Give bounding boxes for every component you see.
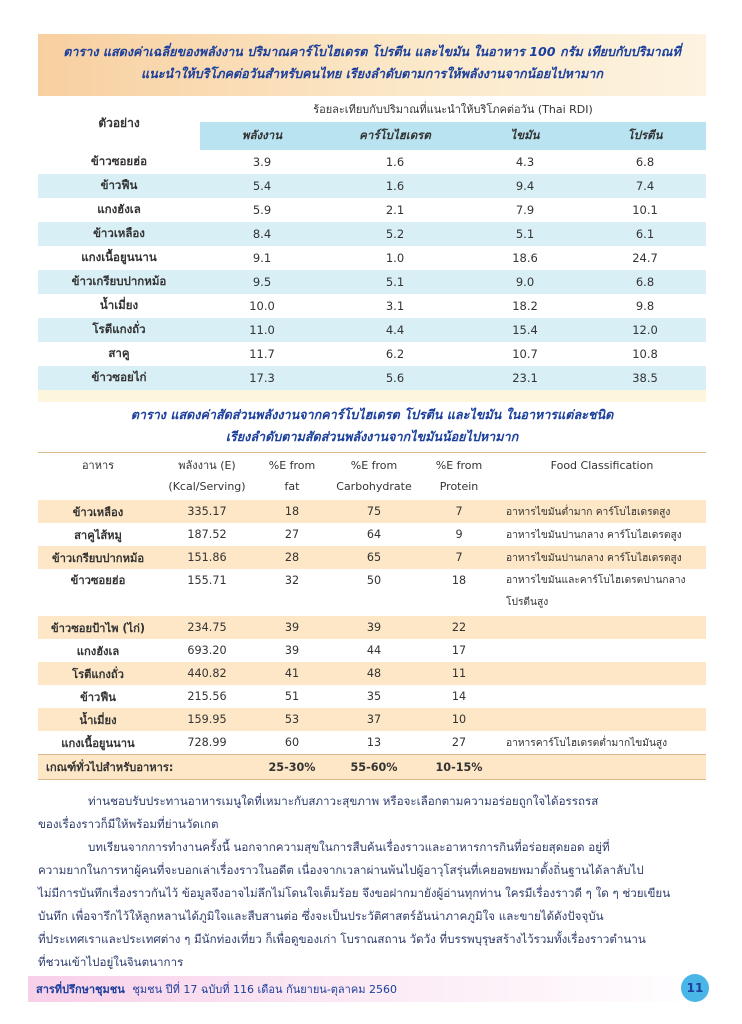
fat-value: 27 [256,523,328,546]
carb-value: 1.6 [324,174,466,198]
energy-value: 11.0 [200,318,324,342]
food-name: น้ำเมี่ยง [38,294,200,318]
table-row [38,546,706,569]
carb-value: 1.0 [324,246,466,270]
classification [498,662,706,685]
energy-value: 9.1 [200,246,324,270]
food-name: ข้าวเกรียบปากหม้อ [38,546,158,569]
fat-value: 23.1 [466,366,584,390]
protein-value: 17 [420,639,498,662]
criteria-row [38,755,706,780]
table-row [38,616,706,639]
table2-title-line1: ตาราง แสดงค่าสัดส่วนพลังงานจากคาร์โบไฮเดรต โปรตีน และไขมัน ในอาหารแต่ละชนิด [130,407,614,422]
carb-value: 64 [328,523,420,546]
fat-value: 4.3 [466,150,584,174]
table-row [38,318,706,342]
energy-value: 234.75 [158,616,256,639]
protein-value: 7 [420,500,498,523]
energy-value: 159.95 [158,708,256,731]
classification: อาหารไขมันต่ำมาก คาร์โบไฮเดรตสูง [498,500,706,523]
table2-title-line2: เรียงลำดับตามสัดส่วนพลังงานจากไขมันน้อยไปหามาก [225,429,519,444]
table-row [38,342,706,366]
table-row [38,294,706,318]
body-paragraph-1 [38,790,706,836]
table1-title [38,34,706,96]
energy-value: 335.17 [158,500,256,523]
carb-value: 4.4 [324,318,466,342]
classification [498,708,706,731]
food-name: แกงฮังเล [38,639,158,662]
carb-value: 6.2 [324,342,466,366]
table-row [38,500,706,523]
table-row [38,222,706,246]
fat-value: 53 [256,708,328,731]
food-name: ข้าวซอยฮ่อ [38,569,158,616]
carb-value: 5.1 [324,270,466,294]
table1-col-protein: โปรตีน [584,122,706,150]
carb-value: 65 [328,546,420,569]
table2-title [38,404,706,448]
food-name: ข้าวเหลือง [38,222,200,246]
food-name: ข้าวซอยป้าไพ (ไก่) [38,616,158,639]
protein-value: 10 [420,708,498,731]
table-row [38,270,706,294]
carb-value: 5.2 [324,222,466,246]
para-line: ของเรื่องราวก็มีให้พร้อมที่ย่านวัดเกต [38,817,219,831]
table-row [38,662,706,685]
fat-value: 28 [256,546,328,569]
protein-value: 7.4 [584,174,706,198]
fat-value: 41 [256,662,328,685]
food-name: โรตีแกงถั่ว [38,318,200,342]
para-line: บทเรียนจากการทำงานครั้งนี้ นอกจากความสุขในการสืบค้นเรื่องราวและอาหารการกินที่อร่อยสุดยอด อยู่ที่ [88,840,610,854]
food-name: แกงเนื้อยูนนาน [38,246,200,270]
carb-value: 44 [328,639,420,662]
food-name: แกงเนื้อยูนนาน [38,731,158,755]
table-row [38,198,706,222]
table1-example-header: ตัวอย่าง [38,96,200,150]
classification [498,616,706,639]
header-line: %E from [435,459,483,472]
fat-value: 32 [256,569,328,616]
carb-value: 39 [328,616,420,639]
table-row [38,523,706,546]
energy-value: 8.4 [200,222,324,246]
carb-value: 13 [328,731,420,755]
food-name: ข้าวฟืน [38,174,200,198]
nutrition-rdi-table [38,96,706,390]
para-line: ไม่มีการบันทึกเรื่องราวกันไว้ ข้อมูลจึงอาจไม่ลึกไม่โดนใจเต็มร้อย จึงขอฝากมายังผู้อ่านทุกท่าน ใครมีเรื่องราวดี ๆ ใด ๆ ช่วยเขียน [38,886,671,900]
classification: อาหารคาร์โบไฮเดรตต่ำมากไขมันสูง [498,731,706,755]
protein-value: 22 [420,616,498,639]
classification [498,639,706,662]
table1-title-line2: แนะนำให้บริโภคต่อวันสำหรับคนไทย เรียงลำดับตามการให้พลังงานจากน้อยไปหามาก [141,66,603,81]
protein-value: 6.8 [584,270,706,294]
energy-value: 693.20 [158,639,256,662]
publication-name: สารที่ปรึกษาชุมชน [36,983,125,996]
energy-value: 9.5 [200,270,324,294]
fat-value: 7.9 [466,198,584,222]
header-line: Protein [439,480,479,493]
table-row [38,569,706,616]
food-name: ข้าวเกรียบปากหม้อ [38,270,200,294]
fat-value: 39 [256,616,328,639]
criteria-label: เกณฑ์ทั่วไปสำหรับอาหาร: [38,755,256,780]
protein-value: 11 [420,662,498,685]
food-name: ข้าวซอยไก่ [38,366,200,390]
table2-col-classification [498,453,706,501]
protein-value: 6.1 [584,222,706,246]
fat-value: 15.4 [466,318,584,342]
para-line: ที่ชวนเข้าไปอยู่ในจินตนาการ [38,955,184,969]
body-paragraph-2 [38,836,706,974]
fat-value: 18 [256,500,328,523]
energy-value: 155.71 [158,569,256,616]
table-row [38,150,706,174]
energy-value: 11.7 [200,342,324,366]
header-line: Food Classification [550,459,654,472]
table2-col-carb [328,453,420,501]
classification [498,685,706,708]
energy-value: 3.9 [200,150,324,174]
food-name: แกงฮังเล [38,198,200,222]
para-line: ที่ประเทศเราและประเทศต่าง ๆ มีนักท่องเที่ยว ก็เพื่อดูของเก่า โบราณสถาน วัดวัง ที่บรรพบุรุษสร้างไว้รวมทั้งเรื่องราวตำนาน [38,932,646,946]
header-line: fat [284,480,300,493]
criteria-carb: 55-60% [328,755,420,780]
protein-value: 10.8 [584,342,706,366]
fat-value: 18.2 [466,294,584,318]
table-row [38,685,706,708]
protein-value: 6.8 [584,150,706,174]
header-line: (Kcal/Serving) [168,480,246,493]
header-line: อาหาร [81,459,115,472]
food-name: โรตีแกงถั่ว [38,662,158,685]
energy-value: 5.4 [200,174,324,198]
carb-value: 2.1 [324,198,466,222]
fat-value: 18.6 [466,246,584,270]
fat-value: 9.4 [466,174,584,198]
carb-value: 75 [328,500,420,523]
energy-ratio-table [38,452,706,780]
table-row [38,246,706,270]
fat-value: 5.1 [466,222,584,246]
header-line: %E from [268,459,316,472]
table2-col-energy [158,453,256,501]
table2-col-fat [256,453,328,501]
table2-col-food [38,453,158,501]
classification-line: อาหารไขมันและคาร์โบไฮเดรตปานกลาง [506,575,686,586]
energy-value: 728.99 [158,731,256,755]
header-line: พลังงาน (E) [178,459,236,472]
protein-value: 18 [420,569,498,616]
protein-value: 24.7 [584,246,706,270]
table1-col-carb: คาร์โบไฮเดรต [324,122,466,150]
protein-value: 7 [420,546,498,569]
protein-value: 10.1 [584,198,706,222]
energy-value: 17.3 [200,366,324,390]
page-number: 11 [681,974,709,1002]
food-name: ข้าวเหลือง [38,500,158,523]
table1-col-energy: พลังงาน [200,122,324,150]
table-row [38,174,706,198]
table1-rdi-header: ร้อยละเทียบกับปริมาณที่แนะนำให้บริโภคต่อวัน (Thai RDI) [200,96,706,122]
table-row [38,366,706,390]
classification: อาหารไขมันปานกลาง คาร์โบไฮเดรตสูง [498,546,706,569]
classification: อาหารไขมันปานกลาง คาร์โบไฮเดรตสูง [498,523,706,546]
fat-value: 10.7 [466,342,584,366]
para-line: ความยากในการหาผู้คนที่จะบอกเล่าเรื่องราวในอดีต เนื่องจากเวลาผ่านพ้นไปผู้อาวุโสรุ่นที่เคยอพยพมาตั้งถิ่นฐานได้ลาลับไป [38,863,644,877]
footer [36,980,397,998]
food-name: สาคูไส้หมู [38,523,158,546]
carb-value: 37 [328,708,420,731]
fat-value: 9.0 [466,270,584,294]
table-row [38,731,706,755]
table2-col-protein [420,453,498,501]
carb-value: 3.1 [324,294,466,318]
energy-value: 440.82 [158,662,256,685]
table1-col-fat: ไขมัน [466,122,584,150]
criteria-protein: 10-15% [420,755,498,780]
protein-value: 27 [420,731,498,755]
criteria-empty [498,755,706,780]
header-line: Carbohydrate [336,480,412,493]
issue-info: ชุมชน ปีที่ 17 ฉบับที่ 116 เดือน กันยายน-ตุลาคม 2560 [132,983,397,996]
fat-value: 39 [256,639,328,662]
energy-value: 5.9 [200,198,324,222]
carb-value: 50 [328,569,420,616]
table-row [38,708,706,731]
classification [498,569,706,616]
carb-value: 1.6 [324,150,466,174]
protein-value: 38.5 [584,366,706,390]
food-name: ข้าวซอยฮ่อ [38,150,200,174]
table1-title-line1: ตาราง แสดงค่าเฉลี่ยของพลังงาน ปริมาณคาร์โบไฮเดรต โปรตีน และไขมัน ในอาหาร 100 กรัม เทียบกับปริมาณที่ [63,44,681,59]
food-name: น้ำเมี่ยง [38,708,158,731]
energy-value: 10.0 [200,294,324,318]
protein-value: 12.0 [584,318,706,342]
food-name: สาคู [38,342,200,366]
table-row [38,639,706,662]
energy-value: 215.56 [158,685,256,708]
carb-value: 5.6 [324,366,466,390]
classification-line: โปรตีนสูง [506,597,549,608]
header-line: %E from [350,459,398,472]
fat-value: 60 [256,731,328,755]
criteria-fat: 25-30% [256,755,328,780]
carb-value: 35 [328,685,420,708]
protein-value: 9.8 [584,294,706,318]
para-line: ท่านชอบรับประทานอาหารเมนูใดที่เหมาะกับสภาวะสุขภาพ หรือจะเลือกตามความอร่อยถูกใจได้อรรถรส [88,794,599,808]
protein-value: 9 [420,523,498,546]
energy-value: 151.86 [158,546,256,569]
carb-value: 48 [328,662,420,685]
food-name: ข้าวฟืน [38,685,158,708]
protein-value: 14 [420,685,498,708]
para-line: บันทึก เพื่อจารึกไว้ให้ลูกหลานได้ภูมิใจและสืบสานต่อ ซึ่งจะเป็นประวัติศาสตร์อันน่าภาคภูมิใจ และขายได้ดังปัจจุบัน [38,909,604,923]
fat-value: 51 [256,685,328,708]
energy-value: 187.52 [158,523,256,546]
